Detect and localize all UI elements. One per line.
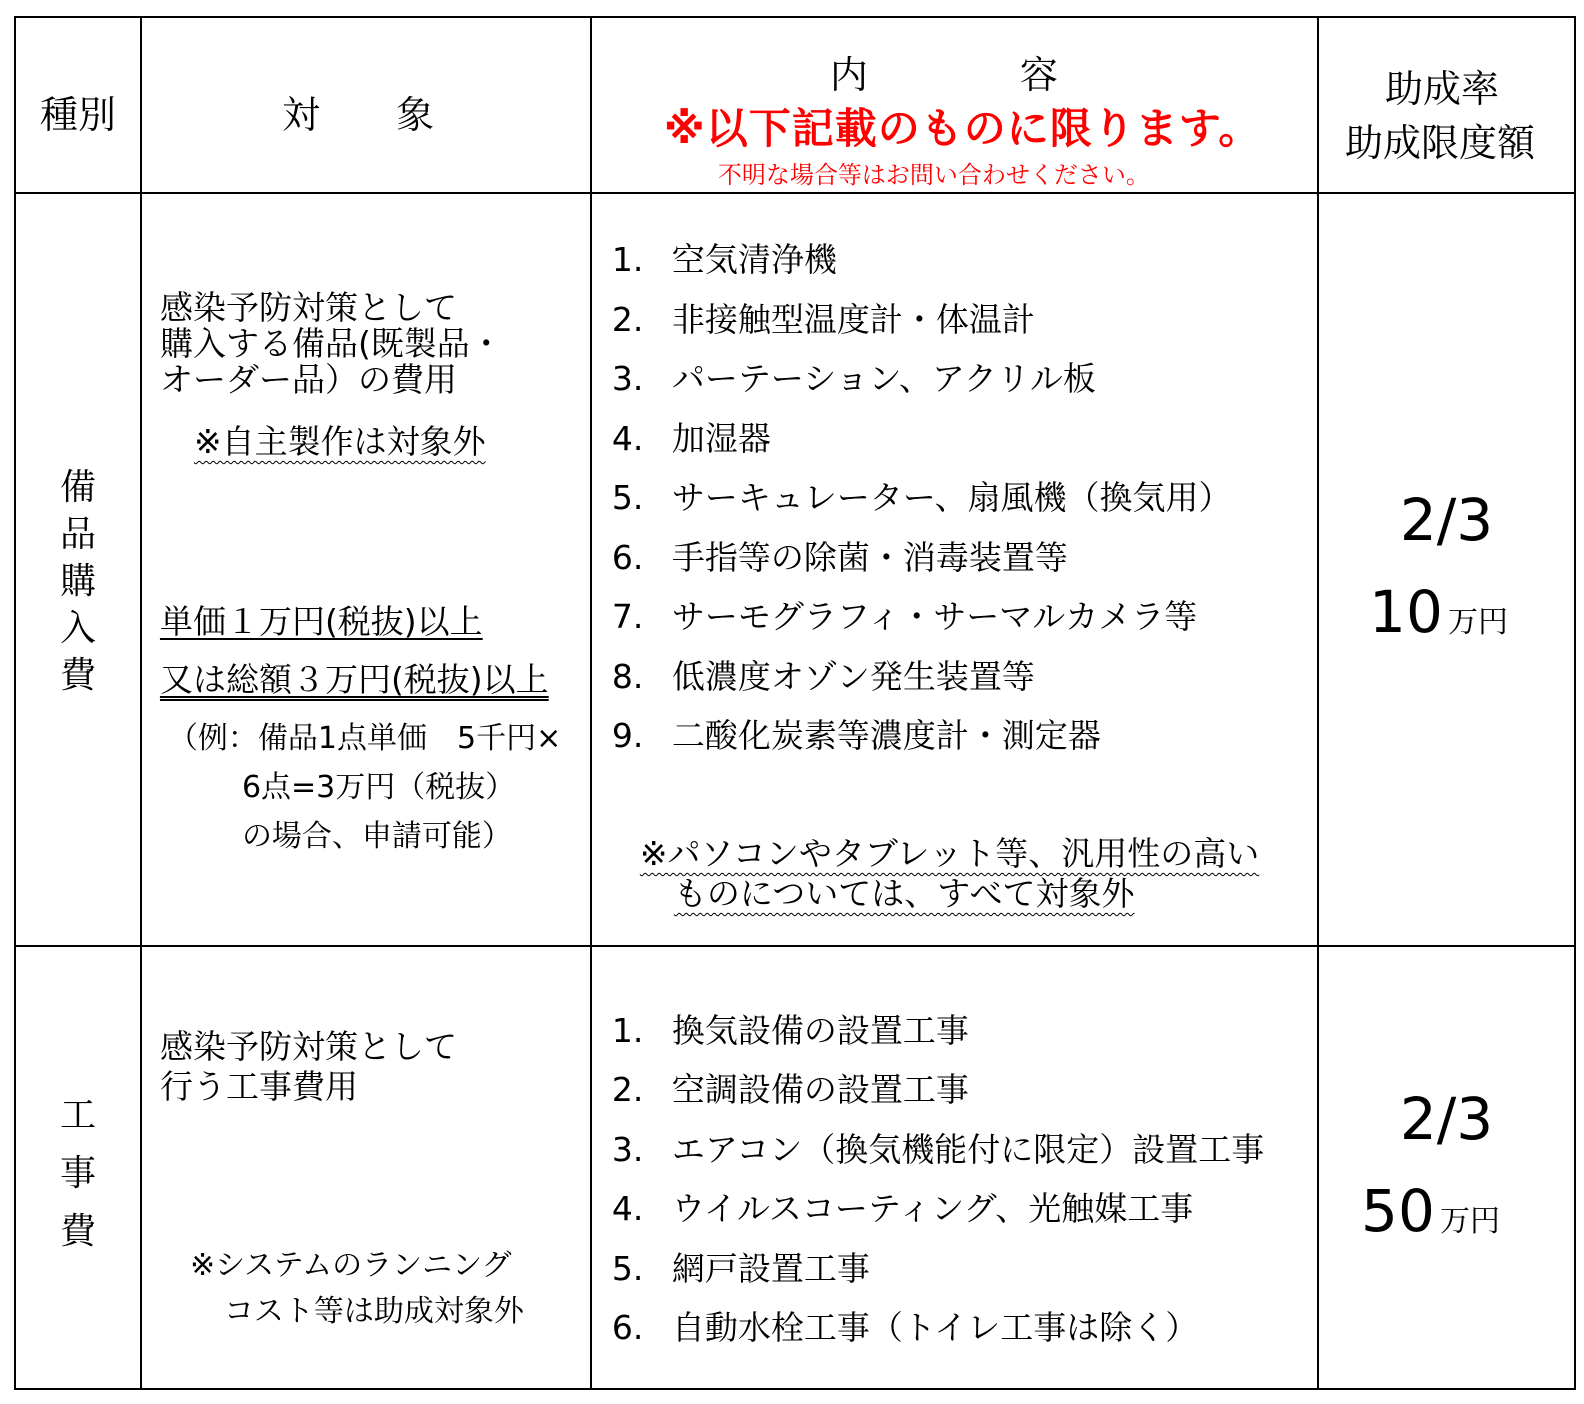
header-content-title: 内 容 [829,53,1058,97]
list-item: 2. 非接触型温度計・体温計 [611,299,1035,339]
equipment-target-text [159,287,503,399]
example-line: 6点=3万円（税抜） [241,769,516,805]
equipment-rate: 2/3 [1399,485,1494,554]
header-type: 種別 [40,93,117,137]
header-target: 対 象 [281,93,434,137]
equipment-example [168,714,561,861]
equipment-rate-cell [1318,193,1575,946]
equipment-row [15,193,1575,946]
type-char: 工 [59,1095,96,1137]
list-item: 6. 自動水栓工事（トイレ工事は除く） [611,1308,1199,1348]
items-note-line: ※パソコンやタブレット等、汎用性の高い [639,833,1260,873]
header-rate-cell [1318,17,1575,193]
header-content-note-main: ※以下記載のものに限ります。 [663,104,1262,153]
equipment-limit [1369,578,1508,646]
target-note-line: コスト等は助成対象外 [223,1294,524,1330]
header-target-cell [141,17,591,193]
type-char: 事 [59,1153,96,1195]
equipment-target-note: ※自主製作は対象外 [193,421,486,461]
equipment-limit-unit: 万円 [1447,604,1508,640]
list-item: 4. ウイルスコーティング、光触媒工事 [611,1189,1194,1229]
construction-target-text [160,1027,457,1107]
target-line: 購入する備品(既製品・ [159,323,503,363]
construction-limit-value: 50 [1361,1177,1435,1246]
list-item: 2. 空調設備の設置工事 [611,1070,969,1110]
target-line: 行う工事費用 [159,1067,358,1107]
list-item: 1. 換気設備の設置工事 [611,1011,969,1051]
type-char: 費 [59,654,96,696]
construction-limit [1361,1177,1500,1245]
list-item: 7. サーモグラフィ・サーマルカメラ等 [611,596,1198,636]
target-line: 感染予防対策として [159,1027,457,1067]
header-row [15,17,1575,193]
equipment-limit-value: 10 [1369,577,1443,646]
equipment-condition-line2: 又は総額３万円(税抜)以上 [159,659,549,699]
list-item: 3. パーテーション、アクリル板 [611,358,1096,398]
construction-items-cell [591,946,1318,1389]
target-line: 感染予防対策として [159,287,457,327]
list-item: 8. 低濃度オゾン発生装置等 [611,656,1035,696]
target-note-line: ※システムのランニング [189,1248,512,1284]
construction-limit-unit: 万円 [1439,1204,1500,1240]
items-note-line: ものについては、すべて対象外 [673,873,1135,913]
list-item: 1. 空気清浄機 [611,239,837,279]
construction-target-note [190,1243,524,1335]
header-rate-line1: 助成率 [1385,67,1500,111]
example-line: の場合、申請可能） [241,818,512,854]
header-type-cell [15,17,141,193]
header-content-cell [591,17,1318,193]
type-char: 購 [59,560,96,602]
equipment-type-vertical [16,464,140,699]
construction-rate-cell [1318,946,1575,1389]
equipment-items-cell [591,193,1318,946]
equipment-condition-line1: 単価１万円(税抜)以上 [159,601,483,641]
equipment-type-cell [15,193,141,946]
list-item: 9. 二酸化炭素等濃度計・測定器 [611,715,1101,755]
target-line: オーダー品）の費用 [159,359,457,399]
list-item: 6. 手指等の除菌・消毒装置等 [611,537,1068,577]
header-content-note-sub: 不明な場合等はお問い合わせください。 [717,161,1150,189]
construction-rate: 2/3 [1399,1085,1494,1154]
equipment-items-note [640,834,1259,914]
list-item: 3. エアコン（換気機能付に限定）設置工事 [611,1130,1265,1170]
construction-type-vertical [16,1087,140,1261]
construction-row [15,946,1575,1389]
equipment-target-cell [141,193,591,946]
type-char: 品 [59,513,96,555]
list-item: 4. 加湿器 [611,418,771,458]
list-item: 5. サーキュレーター、扇風機（換気用） [611,477,1232,517]
header-rate-line2: 助成限度額 [1345,121,1536,165]
type-char: 費 [59,1211,96,1253]
list-item: 5. 網戸設置工事 [611,1249,870,1289]
example-line: （例：備品1点単価 5千円× [167,720,562,756]
subsidy-table [14,16,1576,1390]
type-char: 入 [59,607,96,649]
construction-type-cell [15,946,141,1389]
construction-target-cell [141,946,591,1389]
type-char: 備 [59,466,96,508]
